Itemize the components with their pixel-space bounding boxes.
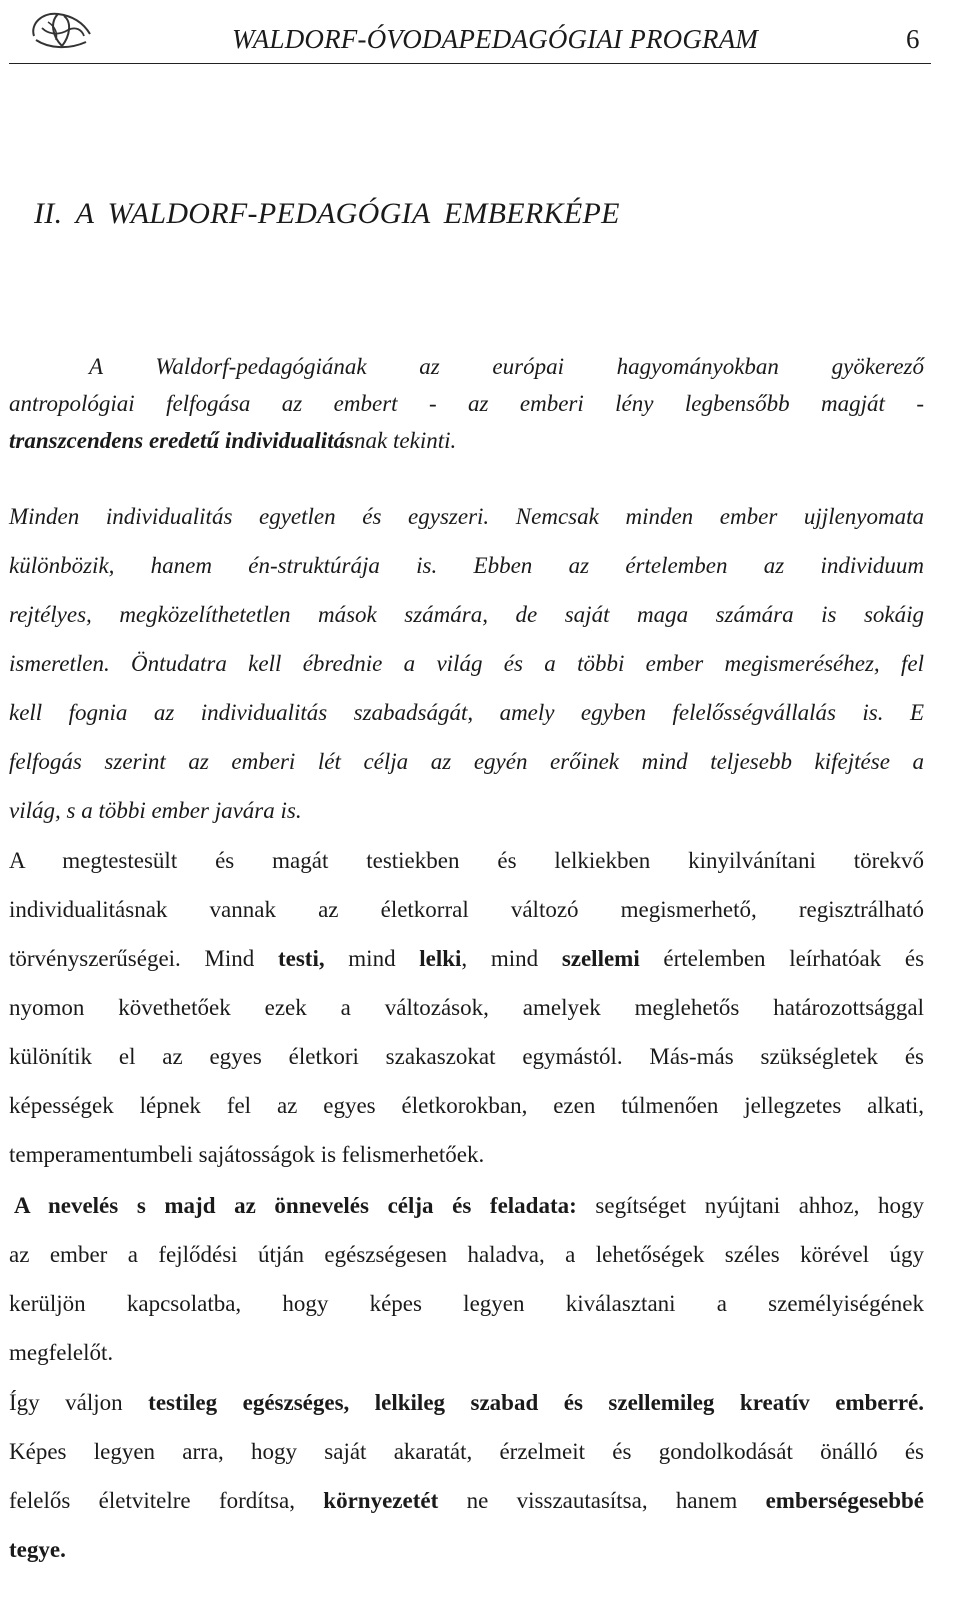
bold-word: testi, bbox=[277, 946, 325, 971]
text-line: különítik el az egyes életkori szakaszokat egymástól. Más-más szükségletek és bbox=[9, 1044, 924, 1069]
header-rule bbox=[9, 63, 931, 64]
bold-phrase: testileg egészséges, lelkileg szabad és szellemileg kreatív emberré. bbox=[148, 1390, 925, 1415]
text-line: rejtélyes, megközelíthetetlen mások számára, de saját maga számára is sokáig bbox=[9, 602, 924, 627]
text-line: megfelelőt. bbox=[9, 1340, 114, 1365]
bold-word: emberségesebbé bbox=[765, 1488, 924, 1513]
bold-word: környezetét bbox=[323, 1488, 439, 1513]
text-line: különbözik, hanem én-struktúrája is. Ebben az értelemben az individuum bbox=[9, 553, 924, 578]
text-line: felfogás szerint az emberi lét célja az egyén erőinek mind teljesebb kifejtése a bbox=[9, 749, 924, 774]
text-line: A nevelés s majd az önnevelés célja és feladata: segítséget nyújtani ahhoz, hogy bbox=[14, 1193, 924, 1218]
text-line: törvényszerűségei. Mind testi, mind lelki, mind szellemi értelemben leírhatóak és bbox=[9, 946, 925, 971]
text-line: képességek lépnek fel az egyes életkorokban, ezen túlmenően jellegzetes alkati, bbox=[9, 1093, 924, 1118]
waldorf-logo-icon bbox=[28, 6, 96, 54]
paragraph-1 bbox=[9, 348, 924, 459]
text-line: transzcendens eredetű individualitásnak tekinti. bbox=[9, 428, 457, 453]
bold-word: szellemi bbox=[561, 946, 640, 971]
text-line: A Waldorf-pedagógiának az európai hagyományokban gyökerező bbox=[89, 354, 924, 379]
section-number: II. bbox=[34, 197, 63, 230]
text-line: temperamentumbeli sajátosságok is felismerhetőek. bbox=[9, 1142, 485, 1167]
text-line: antropológiai felfogása az embert - az emberi lény legbensőbb magját - bbox=[9, 391, 924, 416]
paragraph-5 bbox=[9, 1378, 924, 1574]
text-line: Így váljon testileg egészséges, lelkileg szabad és szellemileg kreatív emberré. bbox=[9, 1390, 925, 1415]
page-number: 6 bbox=[906, 24, 920, 54]
text-line: az ember a fejlődési útján egészségesen haladva, a lehetőségek széles körével úgy bbox=[9, 1242, 924, 1267]
text-line bbox=[9, 1525, 924, 1574]
header-title: WALDORF-ÓVODAPEDAGÓGIAI PROGRAM bbox=[232, 24, 759, 54]
bold-phrase: transzcendens eredetű individualitás bbox=[9, 428, 355, 453]
paragraph-3 bbox=[9, 836, 924, 1179]
bold-word: lelki bbox=[419, 946, 462, 971]
paragraph-4 bbox=[9, 1181, 924, 1377]
text-line: felelős életvitelre fordítsa, környezetét ne visszautasítsa, hanem emberségesebbé bbox=[9, 1488, 924, 1513]
text-line: individualitásnak vannak az életkorral változó megismerhető, regisztrálható bbox=[9, 897, 924, 922]
page-header bbox=[0, 0, 960, 70]
text-line: kell fognia az individualitás szabadságát, amely egyben felelősségvállalás is. E bbox=[9, 700, 924, 725]
text-line: világ, s a többi ember javára is. bbox=[9, 798, 302, 823]
section-heading bbox=[34, 197, 620, 231]
section-title: A WALDORF-PEDAGÓGIA EMBERKÉPE bbox=[75, 197, 620, 230]
bold-phrase: A nevelés s majd az önnevelés célja és feladata: bbox=[14, 1193, 577, 1218]
text-line: nyomon követhetőek ezek a változások, amelyek meglehetős határozottsággal bbox=[9, 995, 924, 1020]
text-line: Minden individualitás egyetlen és egyszeri. Nemcsak minden ember ujjlenyomata bbox=[9, 504, 924, 529]
text-line: kerüljön kapcsolatba, hogy képes legyen kiválasztani a személyiségének bbox=[9, 1291, 924, 1316]
text-line: ismeretlen. Öntudatra kell ébrednie a világ és a többi ember megismeréséhez, fel bbox=[9, 651, 924, 676]
text-line: Képes legyen arra, hogy saját akaratát, érzelmeit és gondolkodását önálló és bbox=[9, 1439, 924, 1464]
bold-word: tegye. bbox=[9, 1537, 66, 1562]
text-line: A megtestesült és magát testiekben és lelkiekben kinyilvánítani törekvő bbox=[9, 848, 924, 873]
paragraph-2 bbox=[9, 492, 924, 835]
